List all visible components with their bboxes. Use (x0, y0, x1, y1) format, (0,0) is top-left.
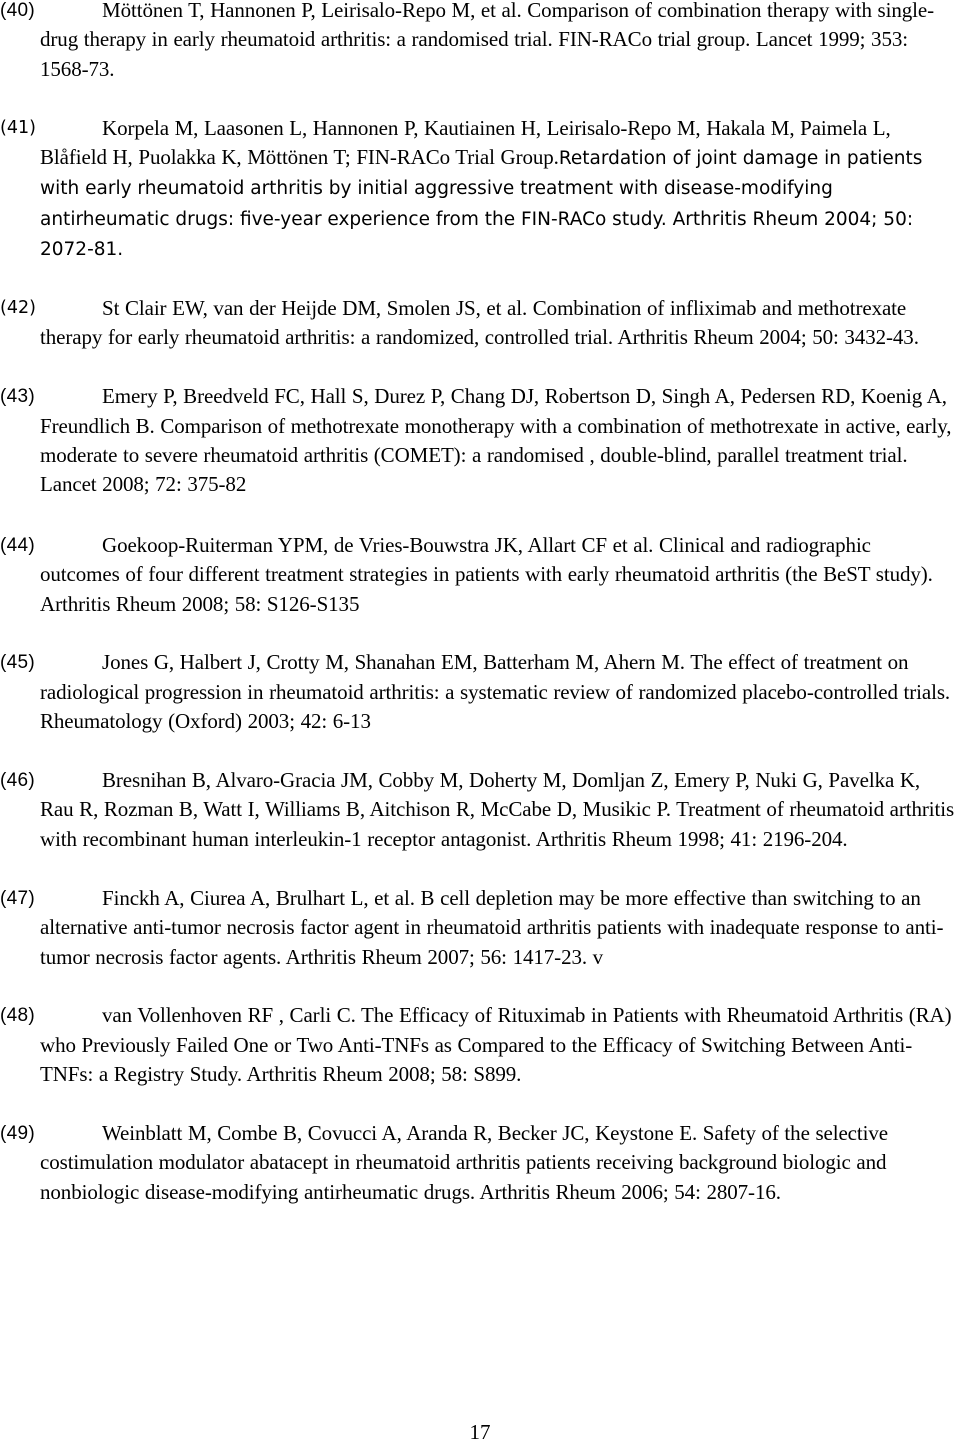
reference-details: Comparison of methotrexate monotherapy with a combination of methotrexate in active, early, moderate to severe rheumatoid arthritis (COMET): a randomised , double-blind, parallel treatment trial. Lancet 2008; 72: 375-82 (40, 413, 952, 497)
reference-authors: Emery P, Breedveld FC, Hall S, Durez P, Chang DJ, Robertson D, Singh A, Pedersen RD, Koenig A, Freundlich B. (40, 384, 947, 438)
reference-item-47 (0, 884, 960, 972)
reference-details: Combination of infliximab and methotrexate therapy for early rheumatoid arthritis: a randomized, controlled trial. Arthritis Rheum 2004; 50: 3432-43. (40, 296, 919, 350)
reference-authors: St Clair EW, van der Heijde DM, Smolen JS, et al. (102, 296, 528, 321)
reference-item-49 (0, 1119, 960, 1207)
reference-number: (42) (0, 298, 36, 319)
reference-number: (46) (0, 770, 35, 792)
reference-details: The effect of treatment on radiological progression in rheumatoid arthritis: a systematic review of randomized placebo-controlled trials. Rheumatology (Oxford) 2003; 42: 6-13 (40, 650, 951, 734)
reference-item-46 (0, 766, 960, 854)
reference-number: (48) (0, 1005, 35, 1027)
reference-details: B cell depletion may be more effective than switching to an alternative anti-tumor necrosis factor agent in rheumatoid arthritis patients with inadequate response to anti-tumor necrosis factor agents. Arthritis Rheum 2007; 56: 1417-23. v (40, 885, 944, 969)
reference-details: Safety of the selective costimulation modulator abatacept in rheumatoid arthritis patients receiving background biologic and nonbiologic disease-modifying antirheumatic drugs. Arthritis Rheum 2006; 54: 2807-16. (40, 1120, 888, 1204)
reference-item-44 (0, 531, 960, 619)
reference-item-45 (0, 648, 960, 736)
reference-authors: van Vollenhoven RF (102, 1003, 274, 1028)
reference-authors: Finckh A, Ciurea A, Brulhart L, et al. (102, 885, 415, 910)
reference-authors: Goekoop-Ruiterman YPM, de Vries-Bouwstra JK, Allart CF et al. (102, 532, 654, 557)
reference-item-41 (0, 114, 960, 265)
reference-details: Treatment of rheumatoid arthritis with recombinant human interleukin-1 receptor antagonist. Arthritis Rheum 1998; 41: 2196-204. (40, 797, 955, 851)
reference-item-40 (0, 0, 960, 84)
reference-number: (45) (0, 652, 35, 674)
reference-details: Clinical and radiographic outcomes of four different treatment strategies in patients with early rheumatoid arthritis (the BeST study). Arthritis Rheum 2008; 58: S126-S135 (40, 532, 933, 616)
reference-item-42 (0, 294, 960, 353)
reference-authors: Bresnihan B, Alvaro-Gracia JM, Cobby M, Doherty M, Domljan Z, Emery P, Nuki G, Pavelka K, Rau R, Rozman B, Watt I, Williams B, Aitchison R, McCabe D, Musikic P. (40, 768, 921, 822)
reference-number: (44) (0, 534, 35, 556)
reference-number: (47) (0, 887, 35, 909)
reference-details: Retardation of joint damage in patients with early rheumatoid arthritis by initial aggressive treatment with disease-modifying antirheumatic drugs: five-year experience from the FIN-RACo study. Arthritis Rheum 2004; 50: 2072-81. (40, 148, 923, 261)
reference-authors: Möttönen T, Hannonen P, Leirisalo-Repo M, et al. (102, 0, 522, 22)
reference-number: (49) (0, 1122, 35, 1144)
reference-authors: Jones G, Halbert J, Crotty M, Shanahan EM, Batterham M, Ahern M. (102, 650, 685, 675)
reference-authors: Korpela M, Laasonen L, Hannonen P, Kautiainen H, Leirisalo-Repo M, Hakala M, Paimela L, Blåfield H, Puolakka K, Möttönen T; FIN-RACo Trial Group. (40, 115, 891, 170)
reference-details: Comparison of combination therapy with single-drug therapy in early rheumatoid arthritis: a randomised trial. FIN-RACo trial group. Lancet 1999; 353: 1568-73. (40, 0, 935, 81)
reference-number: (41) (0, 117, 36, 138)
reference-item-43 (0, 382, 960, 500)
reference-authors: Weinblatt M, Combe B, Covucci A, Aranda R, Becker JC, Keystone E. (102, 1120, 698, 1145)
reference-details: , Carli C. The Efficacy of Rituximab in Patients with Rheumatoid Arthritis (RA) who Previously Failed One or Two Anti-TNFs as Compared to the Efficacy of Switching Between Anti-TNFs: a Registry Study. Arthritis Rheum 2008; 58: S899. (40, 1003, 952, 1087)
reference-item-48 (0, 1001, 960, 1089)
page-number: 17 (469, 1420, 491, 1444)
reference-number: (43) (0, 386, 35, 408)
reference-number: (40) (0, 0, 35, 21)
